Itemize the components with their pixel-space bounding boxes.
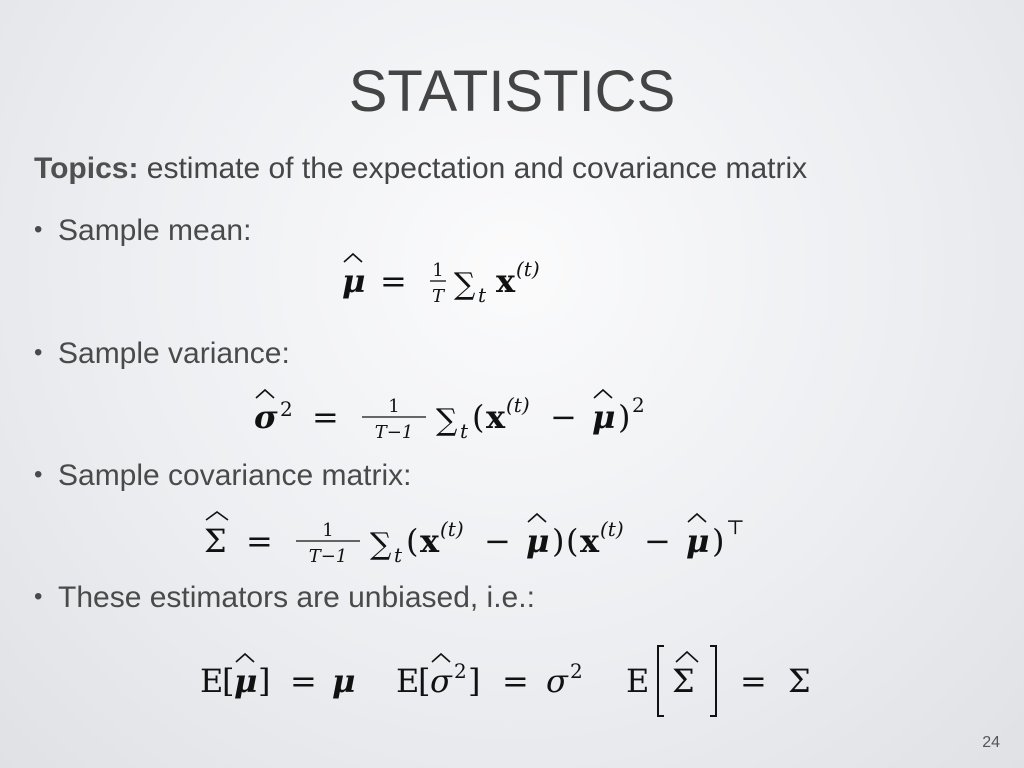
- equals-sign: =: [502, 662, 529, 700]
- equation-sample-mean: [340, 248, 600, 314]
- mu-hat-symbol: μ: [686, 522, 710, 560]
- page-number: 24: [982, 734, 1000, 751]
- fraction-numerator: 1: [388, 396, 400, 417]
- sum-subscript: t: [460, 419, 469, 443]
- hat-accent: [236, 654, 254, 662]
- open-paren: (: [566, 522, 579, 560]
- hat-accent: [688, 514, 706, 522]
- sum-subscript: t: [394, 543, 403, 567]
- equals-sign: =: [290, 662, 317, 700]
- x-vector: x: [420, 522, 440, 560]
- hat-accent: [594, 390, 612, 398]
- sigma-superscript: 2: [570, 659, 583, 683]
- bullet-label: These estimators are unbiased, i.e.:: [58, 581, 535, 614]
- fraction-denominator: T: [431, 286, 445, 307]
- close-paren: ): [712, 522, 725, 560]
- hat-accent: [206, 512, 228, 520]
- close-bracket: [710, 646, 716, 716]
- expectation-operator: E: [396, 662, 420, 700]
- open-bracket: [: [418, 662, 431, 700]
- bullet-label: Sample variance:: [58, 337, 290, 370]
- mu-hat-symbol: μ: [592, 398, 616, 436]
- close-paren: ): [618, 398, 631, 436]
- hat-accent: [676, 652, 698, 662]
- sum-subscript: t: [478, 283, 487, 307]
- bullet-dot: •: [34, 583, 43, 610]
- expectation-operator: E: [200, 662, 224, 700]
- bullet-sample-covariance: [34, 459, 411, 493]
- open-bracket: [: [222, 662, 235, 700]
- Sigma-hat-symbol: Σ: [672, 662, 695, 700]
- transpose-superscript: ⊤: [726, 515, 745, 539]
- slide-title: STATISTICS: [348, 59, 676, 124]
- fraction-numerator: 1: [322, 520, 334, 541]
- topics-text: estimate of the expectation and covariance matrix: [138, 152, 808, 185]
- Sigma-symbol: Σ: [788, 662, 811, 700]
- x-superscript: (t): [600, 517, 624, 541]
- mu-symbol: μ: [332, 662, 356, 700]
- sum-symbol: ∑: [436, 403, 458, 438]
- equation-sample-covariance: [200, 508, 820, 574]
- bullet-sample-mean: [34, 214, 251, 248]
- topics-line: [34, 152, 807, 186]
- bullet-dot: •: [34, 461, 43, 488]
- hat-accent: [256, 390, 274, 398]
- fraction-denominator: T−1: [308, 546, 348, 567]
- open-paren: (: [406, 522, 419, 560]
- hat-accent: [432, 654, 450, 662]
- minus-sign: −: [550, 398, 577, 436]
- x-superscript: (t): [506, 393, 530, 417]
- x-vector: x: [496, 262, 516, 300]
- sigma-hat-symbol: σ: [430, 662, 452, 700]
- bullet-dot: •: [34, 339, 43, 366]
- close-bracket: ]: [258, 662, 271, 700]
- fraction-denominator: T−1: [374, 422, 414, 443]
- equation-unbiased: [196, 644, 836, 724]
- sigma-superscript: 2: [280, 397, 293, 421]
- equals-sign: =: [312, 398, 339, 436]
- bullet-label: Sample mean:: [58, 214, 252, 247]
- equals-sign: =: [380, 262, 407, 300]
- x-vector: x: [580, 522, 600, 560]
- mu-hat-symbol: μ: [526, 522, 550, 560]
- minus-sign: −: [644, 522, 671, 560]
- open-bracket: [658, 646, 664, 716]
- sigma-hat-superscript: 2: [454, 659, 467, 683]
- minus-sign: −: [484, 522, 511, 560]
- hat-accent: [528, 514, 546, 522]
- bullet-sample-variance: [34, 337, 290, 371]
- sum-symbol: ∑: [370, 527, 392, 562]
- equals-sign: =: [246, 522, 273, 560]
- mu-hat-symbol: μ: [234, 662, 258, 700]
- x-superscript: (t): [440, 517, 464, 541]
- hat-accent: [344, 254, 362, 262]
- bullet-unbiased: [34, 581, 535, 615]
- bullet-dot: •: [34, 216, 43, 243]
- topics-label: Topics:: [34, 152, 139, 185]
- sigma-hat-symbol: σ: [254, 398, 278, 436]
- x-superscript: (t): [516, 257, 540, 281]
- bullet-label: Sample covariance matrix:: [58, 459, 412, 492]
- sigma-symbol: σ: [546, 662, 568, 700]
- fraction-numerator: 1: [432, 260, 444, 281]
- open-paren: (: [472, 398, 485, 436]
- equation-sample-variance: [250, 384, 710, 450]
- power-superscript: 2: [632, 393, 645, 417]
- close-paren: ): [552, 522, 565, 560]
- mu-hat-symbol: μ: [342, 262, 366, 300]
- expectation-operator: E: [626, 662, 650, 700]
- equals-sign: =: [740, 662, 767, 700]
- sum-symbol: ∑: [454, 267, 476, 302]
- close-bracket: ]: [468, 662, 481, 700]
- Sigma-hat-symbol: Σ: [204, 522, 227, 560]
- x-vector: x: [486, 398, 506, 436]
